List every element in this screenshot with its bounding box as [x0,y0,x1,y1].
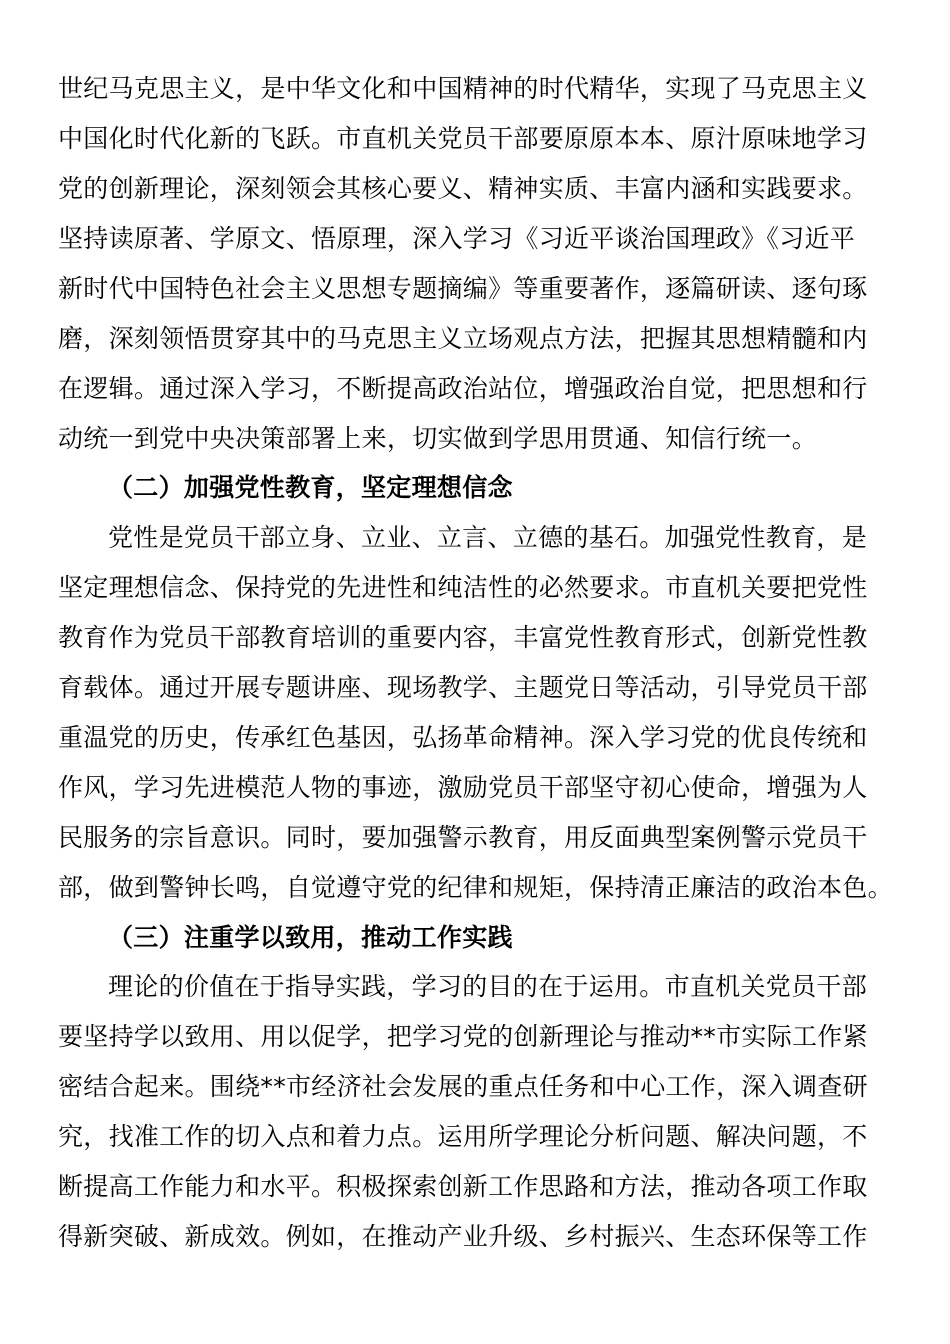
body-text-line: 动统一到党中央决策部署上来，切实做到学思用贯通、知信行统一。 [58,424,818,453]
body-text-line: 作风，学习先进模范人物的事迹，激励党员干部坚守初心使命，增强为人 [58,773,868,802]
body-text-line: 部，做到警钟长鸣，自觉遵守党的纪律和规矩，保持清正廉洁的政治本色。 [58,873,893,902]
section-heading: （三）注重学以致用，推动工作实践 [108,923,513,952]
body-text-line: 断提高工作能力和水平。积极探索创新工作思路和方法，推动各项工作取 [58,1172,868,1201]
body-text-line: 磨，深刻领悟贯穿其中的马克思主义立场观点方法，把握其思想精髓和内 [58,324,868,353]
body-text-line: 教育作为党员干部教育培训的重要内容，丰富党性教育形式，创新党性教 [58,623,868,652]
body-text-line: 党的创新理论，深刻领会其核心要义、精神实质、丰富内涵和实践要求。 [58,174,868,203]
paragraph-first-line: 党性是党员干部立身、立业、立言、立德的基石。加强党性教育，是 [108,523,868,552]
body-text-line: 重温党的历史，传承红色基因，弘扬革命精神。深入学习党的优良传统和 [58,723,868,752]
body-text-line: 坚持读原著、学原文、悟原理，深入学习《习近平谈治国理政》《习近平 [58,224,856,253]
body-text-line: 世纪马克思主义，是中华文化和中国精神的时代精华，实现了马克思主义 [58,74,868,103]
section-heading: （二）加强党性教育，坚定理想信念 [108,473,513,502]
body-text-line: 究，找准工作的切入点和着力点。运用所学理论分析问题、解决问题，不 [58,1122,868,1151]
body-text-line: 中国化时代化新的飞跃。市直机关党员干部要原原本本、原汁原味地学习 [58,124,868,153]
body-text-line: 得新突破、新成效。例如，在推动产业升级、乡村振兴、生态环保等工作 [58,1222,868,1251]
body-text-line: 新时代中国特色社会主义思想专题摘编》等重要著作，逐篇研读、逐句琢 [58,274,868,303]
body-text-line: 坚定理想信念、保持党的先进性和纯洁性的必然要求。市直机关要把党性 [58,573,868,602]
paragraph-first-line: 理论的价值在于指导实践，学习的目的在于运用。市直机关党员干部 [108,972,868,1001]
body-text-line: 民服务的宗旨意识。同时，要加强警示教育，用反面典型案例警示党员干 [58,823,868,852]
body-text-line: 密结合起来。围绕**市经济社会发展的重点任务和中心工作，深入调查研 [58,1072,868,1101]
body-text-line: 在逻辑。通过深入学习，不断提高政治站位，增强政治自觉，把思想和行 [58,374,868,403]
body-text-line: 育载体。通过开展专题讲座、现场教学、主题党日等活动，引导党员干部 [58,673,868,702]
body-text-line: 要坚持学以致用、用以促学，把学习党的创新理论与推动**市实际工作紧 [58,1022,868,1051]
